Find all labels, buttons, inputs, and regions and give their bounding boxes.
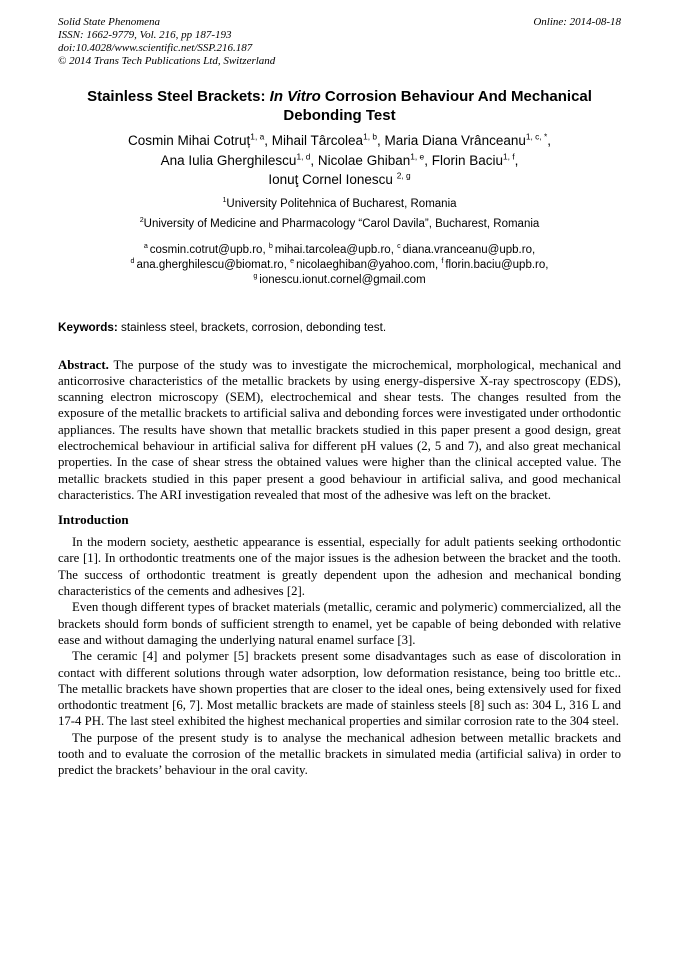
introduction-paragraph-4: The purpose of the present study is to analyse the mechanical adhesion between metallic brackets and tooth and to evaluate the corrosion of the metallic brackets in simulated media (artificial saliva) in order to predict the brackets’ behaviour in the oral cavity.	[58, 730, 621, 778]
abstract-paragraph	[58, 357, 621, 504]
author-superscript: 1, c, *	[525, 131, 548, 142]
author-separator: ,	[514, 152, 519, 168]
author-name: Maria Diana Vrânceanu	[384, 133, 526, 148]
author-name: Mihail Târcolea	[271, 133, 364, 148]
title-segment: Stainless Steel Brackets:	[87, 88, 270, 105]
online-date: Online: 2014-08-18	[533, 16, 621, 28]
author-name: Florin Baciu	[431, 152, 503, 168]
keywords-label: Keywords:	[58, 320, 118, 334]
author-email: florin.baciu@upb.ro	[445, 258, 546, 271]
email-superscript: a	[143, 241, 148, 250]
authors-line-3	[58, 170, 621, 190]
author-name: Ionuţ Cornel Ionescu	[268, 172, 397, 187]
email-superscript: d	[130, 256, 135, 265]
introduction-paragraph-1: In the modern society, aesthetic appearance is essential, especially for adult patients seeking orthodontic care [1]. In orthodontic treatments one of the major issues is the adhesion between the bracket and the tooth. The success of orthodontic treatment is greatly dependent upon the adhesion and mechanical bonding characteristics of the cements and adhesives [2].	[58, 535, 621, 599]
affiliation-text: University Politehnica of Bucharest, Romania	[226, 197, 457, 210]
paper-title	[58, 88, 621, 125]
journal-name: Solid State Phenomena	[58, 16, 161, 28]
doi-line: doi:10.4028/www.scientific.net/SSP.216.187	[58, 42, 253, 54]
email-separator: ,	[262, 243, 269, 256]
email-superscript: f	[441, 256, 444, 265]
introduction-paragraph-3: The ceramic [4] and polymer [5] brackets present some disadvantages such as ease of discoloration in contact with different solutions through water adsorption, low deformation resistance, being too brittle etc.. The metallic brackets have shown properties that are closer to the ideal ones, being extensively used for fixed orthodontic treatment [6, 7]. Most metallic brackets are made of stainless steels [8] such as: 304 L, 316 L and 17-4 PH. The last steel exhibited the highest mechanical properties and similar corrosion rate to the 304 steel.	[58, 649, 621, 729]
author-name: Nicolae Ghiban	[317, 152, 411, 168]
author-separator: ,	[310, 152, 318, 168]
author-superscript: 1, f	[502, 151, 515, 161]
title-italic-segment: In Vitro	[269, 88, 321, 105]
email-superscript: e	[290, 256, 295, 265]
authors-line-1	[58, 131, 621, 151]
email-separator: ,	[531, 243, 536, 256]
author-separator: ,	[377, 133, 385, 148]
email-superscript: g	[253, 271, 258, 280]
author-separator: ,	[264, 133, 272, 148]
keywords-line	[58, 320, 621, 335]
introduction-heading: Introduction	[58, 512, 129, 528]
affiliation-text: University of Medicine and Pharmacology “Carol Davila”, Bucharest, Romania	[143, 217, 540, 230]
authors-line-2	[58, 151, 621, 171]
author-superscript: 2, g	[396, 170, 411, 181]
author-name: Ana Iulia Gherghilescu	[160, 152, 297, 168]
abstract-label: Abstract.	[58, 357, 109, 372]
author-email: ionescu.ionut.cornel@gmail.com	[259, 273, 426, 286]
author-email: diana.vranceanu@upb.ro	[402, 243, 532, 256]
author-name: Cosmin Mihai Cotruț	[128, 133, 251, 148]
email-line-1	[58, 243, 621, 258]
abstract-text: The purpose of the study was to investigate the microchemical, morphological, mechanical and anticorrosive characteristics of the metallic brackets by using energy-dispersive X-ray spectroscopy (EDS), scanning electron microscopy (SEM), electrochemical and shear tests. The changes resulted from the exposure of the metallic brackets to artificial saliva and debonding forces were investigated under orthodontic appliances. The results have shown that metallic brackets studied in this paper present a good design, great electrochemical behaviour in artificial saliva for different pH values (2, 5 and 7), and also great mechanical properties. In the case of shear stress the obtained values were higher than the clinical accepted value. The metallic brackets studied in this paper present a good behaviour in artificial saliva, and good mechanical characteristics. The ARI investigation revealed that most of the adhesive was left on the bracket.	[58, 357, 621, 502]
emails-block	[58, 243, 621, 288]
keywords-text: stainless steel, brackets, corrosion, debonding test.	[117, 320, 387, 334]
affiliation-2	[58, 215, 621, 231]
issn-line: ISSN: 1662-9779, Vol. 216, pp 187-193	[58, 29, 232, 41]
author-email: nicolaeghiban@yahoo.com	[296, 258, 435, 271]
publication-info	[58, 16, 275, 68]
affiliation-superscript: 2	[139, 215, 144, 224]
email-separator: ,	[283, 258, 291, 271]
author-superscript: 1, d	[296, 151, 311, 161]
author-email: cosmin.cotrut@upb.ro	[149, 243, 263, 256]
authors-block	[58, 131, 621, 190]
email-line-2	[58, 258, 621, 273]
copyright-line: © 2014 Trans Tech Publications Ltd, Switzerland	[58, 55, 276, 67]
author-superscript: 1, b	[363, 131, 378, 142]
author-separator: ,	[424, 152, 432, 168]
title-line2: Debonding Test	[283, 106, 396, 124]
author-superscript: 1, e	[410, 151, 425, 161]
author-email: mihai.tarcolea@upb.ro	[274, 243, 391, 256]
publication-header	[58, 16, 621, 68]
email-superscript: c	[397, 241, 401, 250]
email-separator: ,	[434, 258, 442, 271]
affiliation-superscript: 1	[222, 195, 227, 204]
email-separator: ,	[545, 258, 549, 271]
affiliation-1	[58, 195, 621, 211]
email-separator: ,	[390, 243, 398, 256]
title-segment: Corrosion Behaviour And Mechanical	[320, 88, 592, 105]
introduction-paragraph-2: Even though different types of bracket materials (metallic, ceramic and polymeric) commercialized, all the brackets should form bonds of sufficient strength to enamel, yet be capable of being debonded with relative ease and without damaging the underlying natural enamel surface [3].	[58, 600, 621, 647]
author-superscript: 1, a	[250, 131, 265, 142]
email-line-3	[58, 273, 621, 288]
email-superscript: b	[268, 241, 273, 250]
affiliations-block	[58, 195, 621, 231]
author-email: ana.gherghilescu@biomat.ro	[136, 258, 284, 271]
author-separator: ,	[547, 133, 551, 148]
